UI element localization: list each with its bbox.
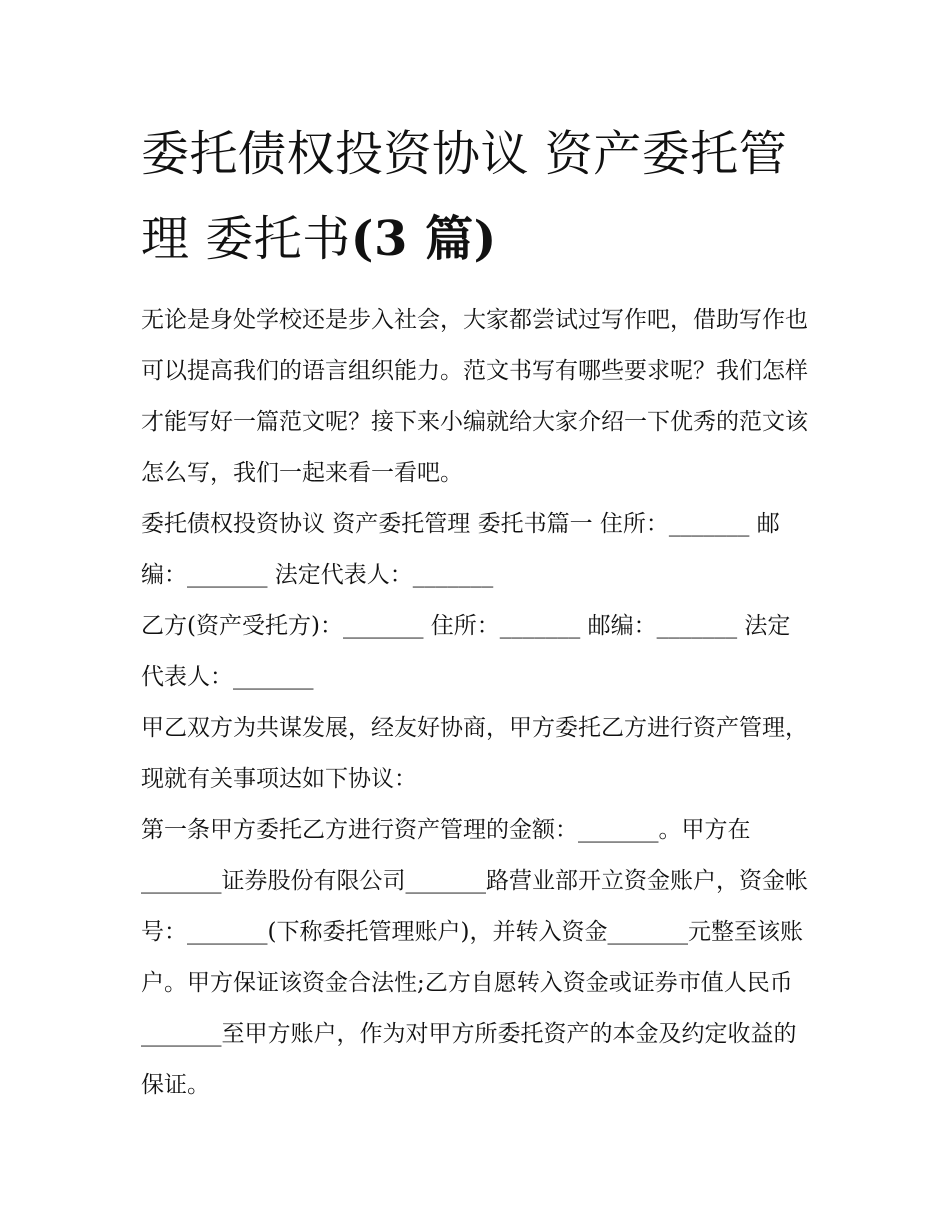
- document-title-main: 委托债权投资协议 资产委托管理 委托书: [141, 126, 788, 268]
- party-a-info-paragraph: 委托债权投资协议 资产委托管理 委托书篇一 住所：_______ 邮编：_______ 法定代表人：_______: [141, 510, 780, 588]
- document-body: [141, 295, 810, 1111]
- intro-paragraph: 无论是身处学校还是步入社会，大家都尝试过写作吧，借助写作也可以提高我们的语言组织能力。范文书写有哪些要求呢？我们怎样才能写好一篇范文呢？接下来小编就给大家介绍一下优秀的范文该怎么写，我们一起来看一看吧。: [141, 306, 808, 486]
- document-title: [141, 112, 810, 283]
- agreement-preamble-paragraph: 甲乙双方为共谋发展，经友好协商，甲方委托乙方进行资产管理，现就有关事项达如下协议：: [141, 714, 808, 792]
- party-b-info-paragraph: 乙方(资产受托方)：_______ 住所：_______ 邮编：_______ 法定代表人：_______: [141, 612, 791, 690]
- article-one-paragraph: 第一条甲方委托乙方进行资产管理的金额：_______。甲方在_______证券股份有限公司_______路营业部开立资金账户，资金帐号：_______(下称委托管理账户)，并转入资金_______元整至该账户。甲方保证该资金合法性;乙方自愿转入资金或证券市值人民币_______至甲方账户，作为对甲方所委托资产的本金及约定收益的保证。: [141, 816, 808, 1098]
- document-title-count: (3 篇): [350, 211, 497, 268]
